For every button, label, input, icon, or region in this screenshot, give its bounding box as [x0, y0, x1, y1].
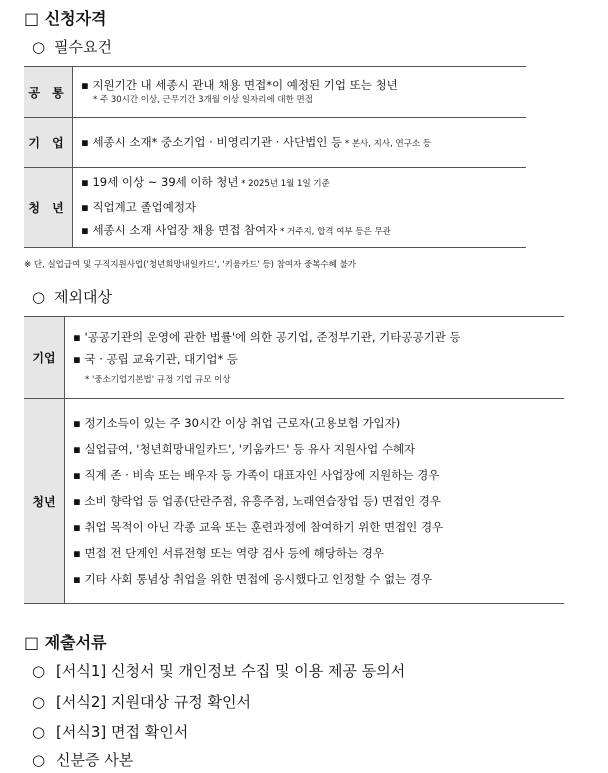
- exclusion-line: ▪ 직계 존 · 비속 또는 배우자 등 가족이 대표자인 사업장에 지원하는 경우: [73, 468, 440, 482]
- circle-bullet-icon: ○: [32, 723, 46, 741]
- requirement-note: * 본사, 지사, 연구소 등: [342, 138, 432, 149]
- circle-bullet-icon: ○: [32, 751, 46, 769]
- row-body: [73, 67, 527, 118]
- requirement-text: ▪ 직업계고 졸업예정자: [81, 200, 197, 214]
- row-label-youth: 청년: [24, 399, 65, 604]
- subsection-title: 필수요건: [54, 38, 112, 56]
- table-row: [24, 399, 564, 604]
- requirement-line: [81, 171, 526, 196]
- requirement-line: [81, 196, 526, 219]
- circle-bullet-icon: ○: [32, 288, 46, 306]
- list-item: [32, 691, 251, 712]
- table-row: [24, 317, 564, 399]
- requirement-note: * 주 30시간 이상, 근무기간 3개월 이상 일자리에 대한 면접: [93, 95, 313, 105]
- row-label-company: 기업: [24, 317, 65, 399]
- exclusion-line: ▪ 취업 목적이 아닌 각종 교육 또는 훈련과정에 참여하기 위한 면접인 경우: [73, 520, 444, 534]
- table-row: [24, 67, 526, 118]
- row-label-company: 기 업: [24, 118, 73, 168]
- required-table: [24, 66, 526, 248]
- document-name: [서식2] 지원대상 규정 확인서: [56, 693, 251, 711]
- list-item: [32, 721, 188, 742]
- exclusion-line: ▪ 소비 향락업 등 업종(단란주점, 유흥주점, 노래연습장업 등) 면접인 경우: [73, 494, 442, 508]
- row-body: [73, 168, 527, 248]
- circle-bullet-icon: ○: [32, 38, 46, 56]
- exclusion-line: ▪ 실업급여, '청년희망내일카드', '키움카드' 등 유사 지원사업 수혜자: [73, 442, 416, 456]
- table-row: [24, 168, 526, 248]
- row-body: [73, 118, 527, 168]
- footnote: ※ 단, 실업급여 및 구직지원사업('청년희망내일카드', '키움카드' 등) 참여자 중복수혜 불가: [24, 260, 356, 270]
- requirement-text: ▪ 세종시 소재* 중소기업 · 비영리기관 · 사단법인 등: [81, 134, 343, 149]
- requirement-text: ▪ 19세 이상 ~ 39세 이하 청년: [81, 175, 239, 189]
- exclusion-line: ▪ 기타 사회 통념상 취업을 위한 면접에 응시했다고 인정할 수 없는 경우: [73, 572, 433, 586]
- requirement-line: ▪ 지원기간 내 세종시 관내 채용 면접*이 예정된 기업 또는 청년: [81, 78, 398, 92]
- subsection-title: 제외대상: [54, 288, 112, 306]
- exclusion-line: ▪ 면접 전 단계인 서류전형 또는 역량 검사 등에 해당하는 경우: [73, 546, 384, 560]
- requirement-text: ▪ 세종시 소재 사업장 채용 면접 참여자: [81, 223, 278, 237]
- document-name: 신분증 사본: [56, 751, 134, 769]
- section-title-eligibility: □ 신청자격: [24, 9, 107, 28]
- row-body: [65, 317, 565, 399]
- excluded-table: [24, 316, 564, 604]
- exclusion-line: ▪ 정기소득이 있는 주 30시간 이상 취업 근로자(고용보험 가입자): [73, 416, 401, 430]
- circle-bullet-icon: ○: [32, 693, 46, 711]
- exclusion-line: ▪ '공공기관의 운영에 관한 법률'에 의한 공기업, 준정부기관, 기타공공기관 등: [73, 329, 461, 344]
- list-item: [32, 660, 405, 681]
- requirement-note: * 거주지, 합격 여부 등은 무관: [277, 227, 391, 237]
- row-body: [65, 399, 565, 604]
- requirement-line: [81, 134, 526, 152]
- row-label-common: 공 통: [24, 67, 73, 118]
- document-name: [서식1] 신청서 및 개인정보 수집 및 이용 제공 동의서: [56, 662, 406, 680]
- table-row: [24, 118, 526, 168]
- subsection-excluded: [32, 286, 112, 307]
- exclusion-line: ▪ 국 · 공립 교육기관, 대기업* 등: [73, 351, 238, 366]
- document-name: [서식3] 면접 확인서: [56, 723, 189, 741]
- subsection-required: [32, 36, 112, 57]
- requirement-line: [81, 219, 526, 244]
- circle-bullet-icon: ○: [32, 662, 46, 680]
- section-title-documents: □ 제출서류: [24, 633, 107, 652]
- requirement-note: * 2025년 1월 1일 기준: [238, 179, 330, 189]
- row-label-youth: 청 년: [24, 168, 73, 248]
- list-item: [32, 749, 133, 770]
- exclusion-note: * '중소기업기본법' 규정 기업 규모 이상: [85, 374, 231, 385]
